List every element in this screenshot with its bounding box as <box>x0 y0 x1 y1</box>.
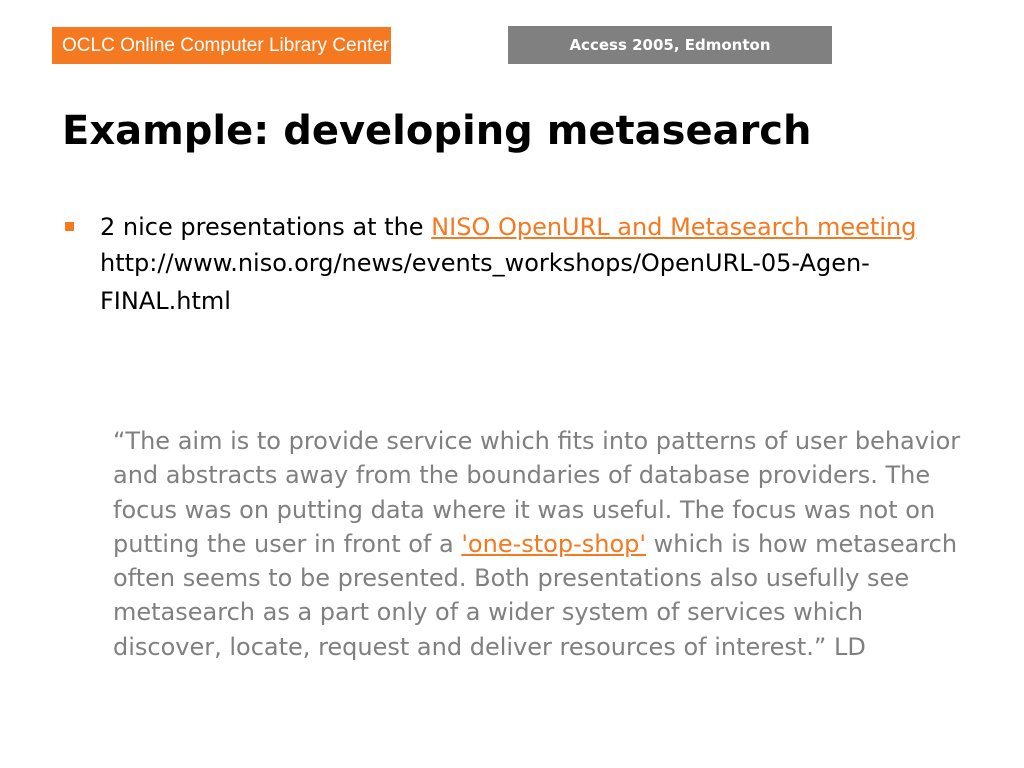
oclc-brand-banner: OCLC Online Computer Library Center <box>52 27 391 64</box>
quote-text-after-link: which is how metasearch often seems to be presented. Both presentations also usefully see metasearch as a part only of a wider system of services which discover, locate, request and deliver resources of interest.” LD <box>113 529 958 661</box>
one-stop-shop-link[interactable]: 'one-stop-shop' <box>461 529 646 558</box>
niso-url-text: http://www.niso.org/news/events_workshops/OpenURL-05-Agen-FINAL.html <box>100 249 870 315</box>
bullet-item <box>100 210 980 320</box>
bullet-square-icon <box>65 222 74 231</box>
event-banner: Access 2005, Edmonton <box>508 26 832 64</box>
quote-text-before-link: “The aim is to provide service which fits into patterns of user behavior and abstracts away from the boundaries of database providers. The focus was on putting data where it was useful. The focus was not on putting the user in front of a <box>113 427 961 558</box>
niso-meeting-link[interactable]: NISO OpenURL and Metasearch meeting <box>431 213 917 241</box>
slide-title: Example: developing metasearch <box>62 108 812 154</box>
bullet-lead-text: 2 nice presentations at the <box>100 213 432 241</box>
quote-block <box>113 424 963 664</box>
